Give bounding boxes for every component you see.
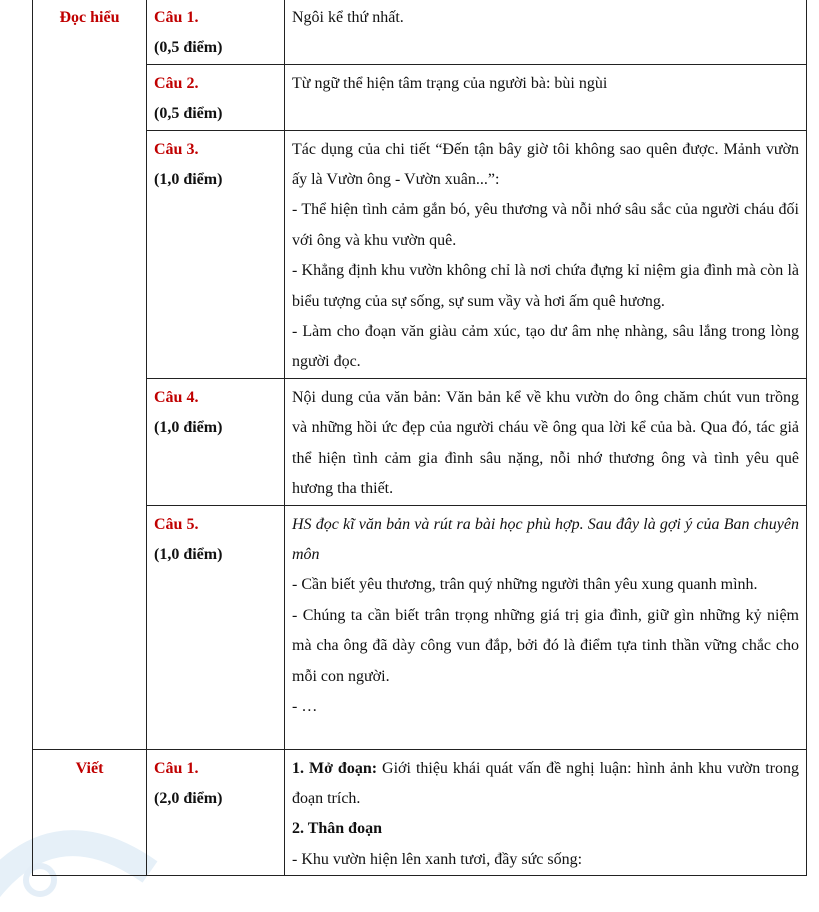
question-cell xyxy=(147,0,285,64)
table-row xyxy=(33,64,807,130)
answer-cell xyxy=(285,64,807,130)
question-label: Câu 5. xyxy=(154,515,199,533)
table-row xyxy=(33,749,807,876)
answer-table xyxy=(32,0,807,876)
answer-line: - Khẳng định khu vườn không chỉ là nơi chứa đựng kỉ niệm gia đình mà còn là biểu tượng của sự sống, sự sum vầy và hơi ấm quê hương. xyxy=(292,262,799,310)
answer-line: Nội dung của văn bản: Văn bản kể về khu vườn do ông chăm chút vun trồng và những hồi ức đẹp của người cháu về ông qua lời kể của bà. Qua đó, tác giả thể hiện tình cảm gia đình sâu nặng, nỗi nhớ thương ông và tình yêu quê hương tha thiết. xyxy=(292,388,799,498)
answer-line: - Cần biết yêu thương, trân quý những người thân yêu xung quanh mình. xyxy=(292,576,758,594)
question-score: (1,0 điểm) xyxy=(154,419,223,437)
question-score: (1,0 điểm) xyxy=(154,171,223,189)
question-score: (0,5 điểm) xyxy=(154,39,223,57)
answer-line xyxy=(292,754,799,815)
answer-cell xyxy=(285,378,807,505)
answer-line: Ngôi kể thứ nhất. xyxy=(292,9,404,26)
answer-cell xyxy=(285,0,807,64)
table-row xyxy=(33,130,807,378)
question-label: Câu 2. xyxy=(154,74,199,92)
section-viet: Viết xyxy=(33,749,147,876)
section-doc-hieu: Đọc hiểu xyxy=(33,0,147,749)
answer-cell xyxy=(285,130,807,378)
question-cell xyxy=(147,505,285,749)
table-row xyxy=(33,0,807,64)
question-cell xyxy=(147,64,285,130)
question-label: Câu 4. xyxy=(154,388,199,406)
answer-line: - Khu vườn hiện lên xanh tươi, đầy sức sống: xyxy=(292,850,583,868)
question-score: (0,5 điểm) xyxy=(154,105,223,123)
than-doan-title: 2. Thân đoạn xyxy=(292,820,382,838)
answer-line: - Chúng ta cần biết trân trọng những giá trị gia đình, giữ gìn những kỷ niệm mà cha ông đã dày công vun đắp, bởi đó là điểm tựa tinh thần vững chắc cho mỗi con người. xyxy=(292,606,799,685)
question-label: Câu 1. xyxy=(154,759,199,777)
question-score: (2,0 điểm) xyxy=(154,789,223,807)
answer-line: Tác dụng của chi tiết “Đến tận bây giờ tôi không sao quên được. Mảnh vườn ấy là Vườn ông - Vườn xuân...”: xyxy=(292,140,799,189)
question-cell xyxy=(147,130,285,378)
question-cell xyxy=(147,378,285,505)
mo-doan-text: Giới thiệu khái quát vấn đề nghị luận: hình ảnh khu vườn trong đoạn trích. xyxy=(292,759,799,807)
table-row xyxy=(33,505,807,749)
answer-line: - Thể hiện tình cảm gắn bó, yêu thương và nỗi nhớ sâu sắc của người cháu đối với ông và khu vườn quê. xyxy=(292,201,799,249)
question-score: (1,0 điểm) xyxy=(154,545,223,563)
answer-line: HS đọc kĩ văn bản và rút ra bài học phù hợp. Sau đây là gợi ý của Ban chuyên môn xyxy=(292,515,799,563)
question-cell xyxy=(147,749,285,876)
answer-line: Từ ngữ thể hiện tâm trạng của người bà: bùi ngùi xyxy=(292,74,608,92)
answer-cell xyxy=(285,749,807,876)
answer-line: - Làm cho đoạn văn giàu cảm xúc, tạo dư âm nhẹ nhàng, sâu lắng trong lòng người đọc. xyxy=(292,323,799,371)
answer-cell xyxy=(285,505,807,749)
mo-doan-title: 1. Mở đoạn: xyxy=(292,759,378,777)
table-row xyxy=(33,378,807,505)
question-label: Câu 1. xyxy=(154,9,199,26)
question-label: Câu 3. xyxy=(154,140,199,158)
answer-line: - … xyxy=(292,697,318,715)
